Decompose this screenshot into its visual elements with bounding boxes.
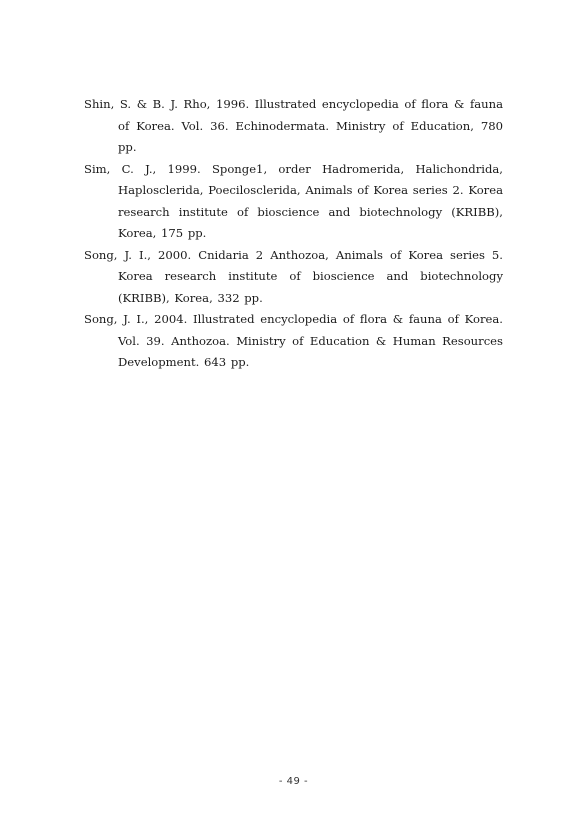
reference-entry-shin-1996: Shin, S. & B. J. Rho, 1996. Illustrated encyclopedia of flora & fauna of Korea. Vol. 36. Echinodermata. Ministry of Education, 780 pp. — [84, 97, 503, 154]
page-number: - 49 - — [278, 776, 309, 787]
reference-list — [84, 94, 503, 374]
reference-entry-song-2000: Song, J. I., 2000. Cnidaria 2 Anthozoa, Animals of Korea series 5. Korea research institute of bioscience and biotechnology (KRIBB), Korea, 332 pp. — [84, 247, 503, 305]
reference-entry-sim-1999: Sim, C. J., 1999. Sponge1, order Hadromerida, Halichondrida, Haplosclerida, Poecilosclerida, Animals of Korea series 2. Korea research institute of bioscience and biotechnology (KRIBB), Korea, 175 pp. — [84, 161, 503, 240]
reference-entry-song-2004: Song, J. I., 2004. Illustrated encyclopedia of flora & fauna of Korea. Vol. 39. Anthozoa. Ministry of Education & Human Resources Development. 643 pp. — [84, 312, 503, 369]
